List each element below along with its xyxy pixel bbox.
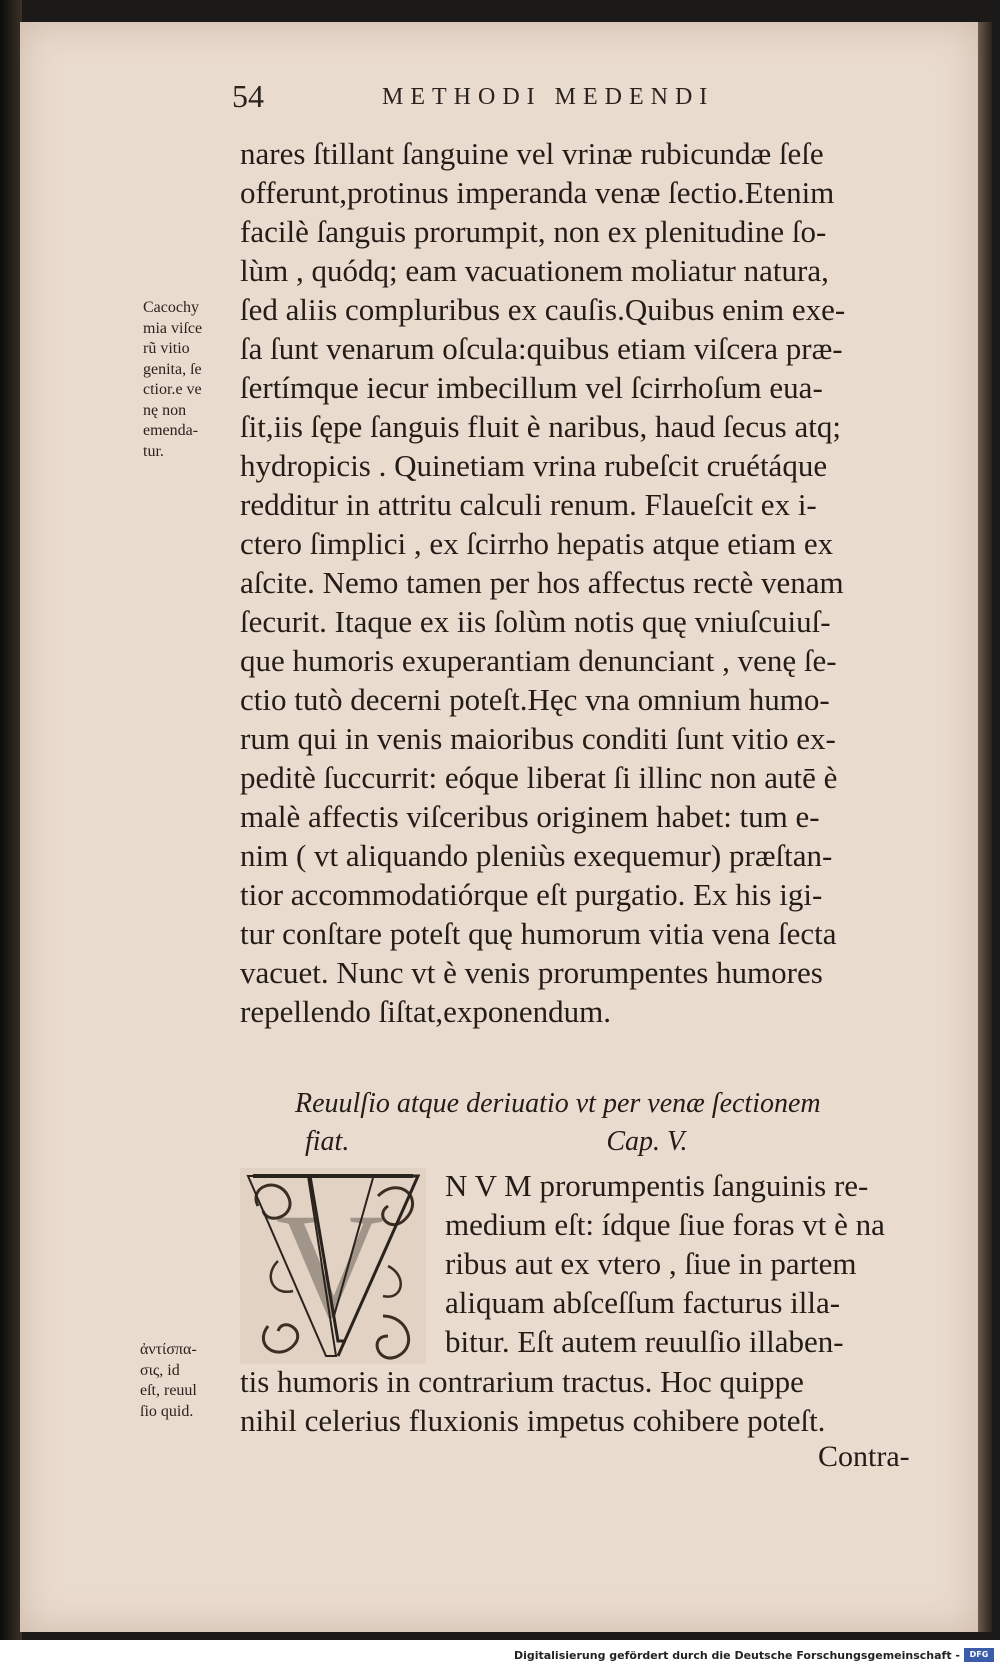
text-line: ribus aut ex vtero , ſiue in partem	[445, 1246, 857, 1281]
page-edge	[978, 22, 992, 1632]
marginal-line: mia viſce	[143, 319, 203, 337]
text-line: nim ( vt aliquando pleniùs exequemur) præſtan-	[240, 838, 833, 873]
page-number: 54	[232, 78, 264, 114]
text-line: lùm , quódq; eam vacuationem moliatur natura,	[240, 253, 829, 288]
text-line: bitur. Eſt autem reuulſio illaben-	[445, 1324, 844, 1359]
text-line: malè affectis viſceribus originem habet: tum e-	[240, 799, 820, 834]
text-line: hydropicis . Quinetiam vrina rubeſcit cruétáque	[240, 448, 828, 483]
text-line: nares ſtillant ſanguine vel vrinæ rubicundæ ſeſe	[240, 136, 824, 171]
text-line: ſecurit. Itaque ex iis ſolùm notis quę vniuſcuiuſ-	[240, 604, 831, 639]
text-line: facilè ſanguis prorumpit, non ex plenitudine ſo-	[240, 214, 827, 249]
text-line: vacuet. Nunc vt è venis prorumpentes humores	[240, 955, 823, 990]
chapter-title-part: fiat.	[305, 1126, 350, 1157]
dfg-logo-icon: DFG	[964, 1648, 994, 1662]
text-line: tior accommodatiórque eſt purgatio. Ex his igi-	[240, 877, 823, 912]
chapter-text-block	[240, 1362, 940, 1440]
book-spine	[0, 0, 22, 1670]
text-line: medium eſt: ídque ſiue foras vt è na	[445, 1207, 885, 1242]
footer-credit: Digitalisierung gefördert durch die Deutsche Forschungsgemeinschaft -	[513, 1649, 960, 1662]
marginal-line: rũ vitio	[143, 340, 190, 357]
marginal-line: eſt, reuul	[140, 1382, 197, 1399]
text-line: ctero ſimplici , ex ſcirrho hepatis atque etiam ex	[240, 526, 834, 561]
chapter-heading	[295, 1085, 915, 1161]
ornamental-initial-icon	[238, 1166, 428, 1366]
text-line: tis humoris in contrarium tractus. Hoc quippe	[240, 1364, 804, 1399]
chapter-title-line	[295, 1123, 915, 1161]
text-line: rum qui in venis maioribus conditi ſunt vitio ex-	[240, 721, 836, 756]
marginal-line: ctior.e ve	[143, 381, 202, 398]
marginal-line: ἀντίσπα-	[140, 1341, 197, 1358]
text-line: ſed aliis compluribus ex cauſis.Quibus enim exe-	[240, 292, 846, 327]
text-line: tur conſtare poteſt quę humorum vitia vena ſecta	[240, 916, 837, 951]
page-header	[232, 78, 892, 118]
text-line: ſa ſunt venarum oſcula:quibus etiam viſcera præ-	[240, 331, 843, 366]
text-line: ſit,iis ſępe ſanguis fluit è naribus, haud ſecus atq;	[240, 409, 841, 444]
text-line: N V M prorumpentis ſanguinis re-	[445, 1168, 869, 1203]
marginal-line: nę non	[143, 401, 187, 419]
text-line: nihil celerius fluxionis impetus cohibere poteſt.	[240, 1403, 826, 1438]
text-line: peditè ſuccurrit: eóque liberat ſi illinc non autē è	[240, 760, 838, 795]
marginal-line: Cacochy	[143, 299, 199, 316]
marginal-line: tur.	[143, 442, 164, 460]
footer-bar	[0, 1640, 1000, 1670]
running-title: METHODI MEDENDI	[382, 84, 715, 110]
text-line: redditur in attritu calculi renum. Flaueſcit ex i-	[240, 487, 817, 522]
chapter-text-beside-initial	[445, 1166, 945, 1361]
catchword: Contra-	[818, 1440, 910, 1473]
marginal-note	[143, 298, 238, 462]
marginal-note	[140, 1340, 235, 1422]
marginal-line: ſio quid.	[140, 1402, 194, 1420]
drop-cap-initial	[238, 1166, 428, 1366]
text-line: que humoris exuperantiam denunciant , venę ſe-	[240, 643, 837, 678]
marginal-line: emenda-	[143, 422, 199, 439]
marginal-line: genita, ſe	[143, 360, 202, 378]
marginal-line: σις, id	[140, 1361, 180, 1379]
chapter-number: Cap. V.	[606, 1126, 688, 1157]
main-text-block	[240, 134, 940, 1031]
text-line: aſcite. Nemo tamen per hos affectus rectè venam	[240, 565, 844, 600]
chapter-title-line: Reuulſio atque deriuatio vt per venæ ſectionem	[295, 1088, 821, 1119]
text-line: repellendo ſiſtat,exponendum.	[240, 994, 612, 1029]
text-line: aliquam abſceſſum facturus illa-	[445, 1285, 841, 1320]
text-line: ctio tutò decerni poteſt.Hęc vna omnium humo-	[240, 682, 830, 717]
text-line: offerunt,protinus imperanda venæ ſectio.Etenim	[240, 175, 835, 210]
drop-cap-letter: V	[275, 1183, 385, 1349]
text-line: ſertímque iecur imbecillum vel ſcirrhoſum eua-	[240, 370, 823, 405]
